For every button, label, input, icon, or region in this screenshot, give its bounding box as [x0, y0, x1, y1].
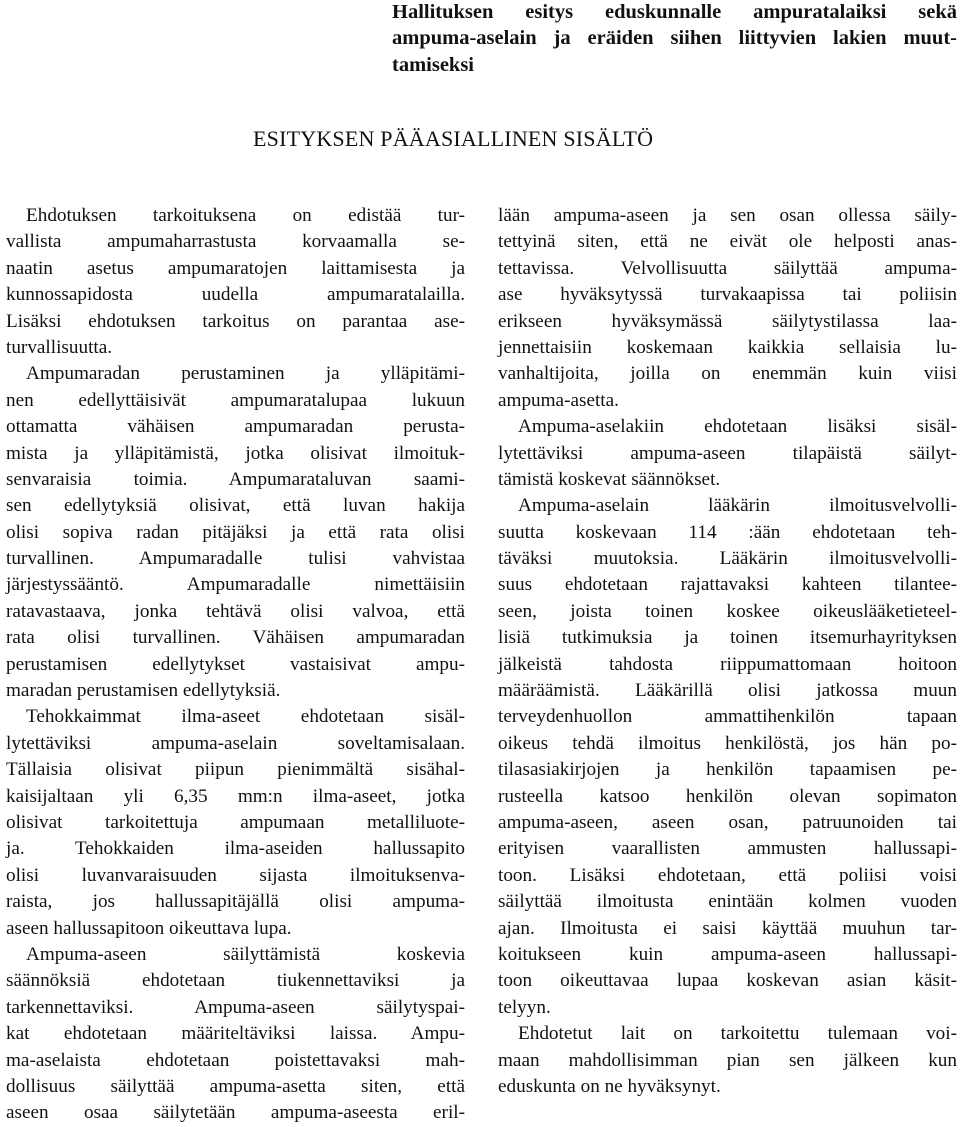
right-column-text-line: rusteella katsoo henkilön olevan sopimaton — [498, 785, 957, 807]
left-column-text-line: olisivat tarkoitettuja ampumaan metalliluote- — [6, 811, 465, 833]
left-column — [6, 203, 465, 1127]
right-column-text-line: vanhaltijoita, joilla on enemmän kuin viisi — [498, 363, 957, 385]
title-line: Hallituksen esitys eduskunnalle ampuratalaiksi sekä — [392, 1, 957, 23]
right-column-text-line: Ampuma-aselain lääkärin ilmoitusvelvolli- — [518, 495, 957, 517]
left-column-text-line: nen edellyttäisivät ampumaratalupaa lukuun — [6, 389, 465, 411]
left-column-text-line: tarkennettaviksi. Ampuma-aseen säilytyspai- — [6, 996, 465, 1018]
left-column-text-line: ottamatta vähäisen ampumaradan perusta- — [6, 416, 465, 438]
left-column-text-line: sen edellytyksiä olisivat, että luvan hakija — [6, 495, 465, 517]
left-column-text-line: Tehokkaimmat ilma-aseet ehdotetaan sisäl- — [26, 706, 465, 728]
right-column-text-line: ajan. Ilmoitusta ei saisi käyttää muuhun tar- — [498, 917, 957, 939]
right-column-text-line: suus ehdotetaan rajattavaksi kahteen tilantee- — [498, 574, 957, 596]
title-line: tamiseksi — [392, 53, 474, 76]
right-column-text-line: ampuma-asetta. — [498, 389, 619, 411]
right-column-text-line: toon. Lisäksi ehdotetaan, että poliisi voisi — [498, 864, 957, 886]
right-column-text-line: lään ampuma-aseen ja sen osan ollessa säily- — [498, 205, 957, 226]
left-column-text-line: maradan perustamisen edellytyksiä. — [6, 680, 281, 702]
right-column-text-line: lisiä tutkimuksia ja toinen itsemurhayrityksen — [498, 627, 957, 649]
right-column-text-line: seen, joista toinen koskee oikeuslääketieteel- — [498, 600, 957, 622]
right-column-text-line: koitukseen kuin ampuma-aseen hallussapi- — [498, 943, 957, 965]
right-column-text-line: täväksi muutoksia. Lääkärin ilmoitusvelvolli- — [498, 548, 957, 570]
right-column-text-line: tettavissa. Velvollisuutta säilyttää ampuma- — [498, 257, 957, 279]
left-column-text-line: Ampuma-aseen säilyttämistä koskevia — [26, 943, 465, 965]
right-column-text-line: säilyttää ilmoitusta enintään kolmen vuoden — [498, 891, 957, 913]
left-column-text-line: Tällaisia olisivat piipun pienimmältä sisähal- — [6, 759, 465, 781]
document-title — [392, 0, 957, 79]
left-column-text-line: ja. Tehokkaiden ilma-aseiden hallussapito — [6, 838, 465, 860]
title-line: ampuma-aselain ja eräiden siihen liittyvien lakien muut- — [392, 27, 957, 50]
right-column-text-line: erikseen hyväksymässä säilytystilassa laa- — [498, 310, 957, 332]
right-column-text-line: ase hyväksytyssä turvakaapissa tai poliisin — [498, 284, 957, 306]
right-column-text-line: terveydenhuollon ammattihenkilön tapaan — [498, 706, 957, 728]
left-column-text-line: turvallinen. Ampumaradalle tulisi vahvistaa — [6, 548, 465, 570]
left-column-text-line: Ehdotuksen tarkoituksena on edistää tur- — [26, 205, 465, 226]
right-column-text-line: ampuma-aseen, aseen osan, patruunoiden tai — [498, 811, 957, 833]
left-column-text-line: perustamisen edellytykset vastaisivat ampu- — [6, 653, 465, 675]
right-column-text-line: erityisen vaarallisten ammusten hallussapi- — [498, 838, 957, 860]
left-column-text-line: aseen hallussapitoon oikeuttava lupa. — [6, 917, 292, 939]
right-column-text-line: toon oikeuttavaa lupaa koskevan asian käsit- — [498, 970, 957, 992]
left-column-text-line: rata olisi turvallinen. Vähäisen ampumaradan — [6, 627, 465, 649]
right-column-text-line: maan mahdollisimman pian sen jälkeen kun — [498, 1049, 957, 1071]
left-column-text-line: ratavastaava, jonka tehtävä olisi valvoa, että — [6, 600, 465, 622]
right-column-text-line: suutta koskevaan 114 :ään ehdotetaan teh- — [498, 521, 957, 543]
left-column-text-line: lytettäviksi ampuma-aselain soveltamisalaan. — [6, 732, 465, 754]
left-column-text-line: dollisuus säilyttää ampuma-asetta siten, että — [6, 1075, 465, 1097]
right-column-text-line: tettyinä siten, että ne eivät ole helposti anas- — [498, 231, 957, 253]
left-column-text-line: vallista ampumaharrastusta korvaamalla se- — [6, 231, 465, 253]
left-column-text-line: raista, jos hallussapitäjällä olisi ampuma- — [6, 891, 465, 913]
left-column-text-line: naatin asetus ampumaratojen laittamisesta ja — [6, 257, 465, 279]
left-column-text-line: aseen osaa säilytetään ampuma-aseesta eril- — [6, 1102, 465, 1124]
right-column-text-line: telyyn. — [498, 996, 551, 1018]
right-column-text-line: Ehdotetut lait on tarkoitettu tulemaan voi- — [518, 1023, 957, 1045]
right-column-text-line: tämistä koskevat säännökset. — [498, 468, 721, 490]
left-column-text-line: turvallisuutta. — [6, 336, 113, 358]
summary-heading: ESITYKSEN PÄÄASIALLINEN SISÄLTÖ — [253, 126, 654, 151]
right-column-text-line: määräämistä. Lääkärillä olisi jatkossa muun — [498, 680, 957, 702]
right-column-text-line: eduskunta on ne hyväksynyt. — [498, 1075, 721, 1097]
right-column-text-line: jennettaisiin koskemaan kaikkia sellaisia lu- — [498, 336, 957, 358]
right-column-text-line: Ampuma-aselakiin ehdotetaan lisäksi sisäl- — [518, 416, 957, 438]
left-column-text-line: ma-aselaista ehdotetaan poistettavaksi mah- — [6, 1049, 465, 1071]
left-column-text-line: senvaraisia toimia. Ampumarataluvan saami- — [6, 468, 465, 490]
right-column-text-line: lytettäviksi ampuma-aseen tilapäistä säilyt- — [498, 442, 957, 464]
right-column-text-line: tilasasiakirjojen ja henkilön tapaamisen pe- — [498, 759, 957, 781]
left-column-text-line: Ampumaradan perustaminen ja ylläpitämi- — [26, 363, 465, 385]
left-column-text-line: kunnossapidosta uudella ampumaratalailla. — [6, 284, 465, 306]
left-column-text-line: mista ja ylläpitämistä, jotka olisivat ilmoituk- — [6, 442, 465, 464]
left-column-text-line: järjestyssääntö. Ampumaradalle nimettäisiin — [6, 574, 465, 596]
right-column-text-line: oikeus tehdä ilmoitus henkilöstä, jos hän po- — [498, 732, 957, 754]
left-column-text-line: Lisäksi ehdotuksen tarkoitus on parantaa ase- — [6, 310, 465, 332]
right-column — [498, 203, 957, 1100]
left-column-text-line: kaisijaltaan yli 6,35 mm:n ilma-aseet, jotka — [6, 785, 465, 807]
right-column-text-line: jälkeistä tahdosta riippumattomaan hoitoon — [498, 653, 957, 675]
left-column-text-line: olisi luvanvaraisuuden sijasta ilmoituksenva- — [6, 864, 465, 886]
left-column-text-line: säännöksiä ehdotetaan tiukennettaviksi ja — [6, 970, 465, 992]
left-column-text-line: kat ehdotetaan määriteltäviksi laissa. Ampu- — [6, 1023, 465, 1045]
left-column-text-line: olisi sopiva radan pitäjäksi ja että rata olisi — [6, 521, 465, 543]
